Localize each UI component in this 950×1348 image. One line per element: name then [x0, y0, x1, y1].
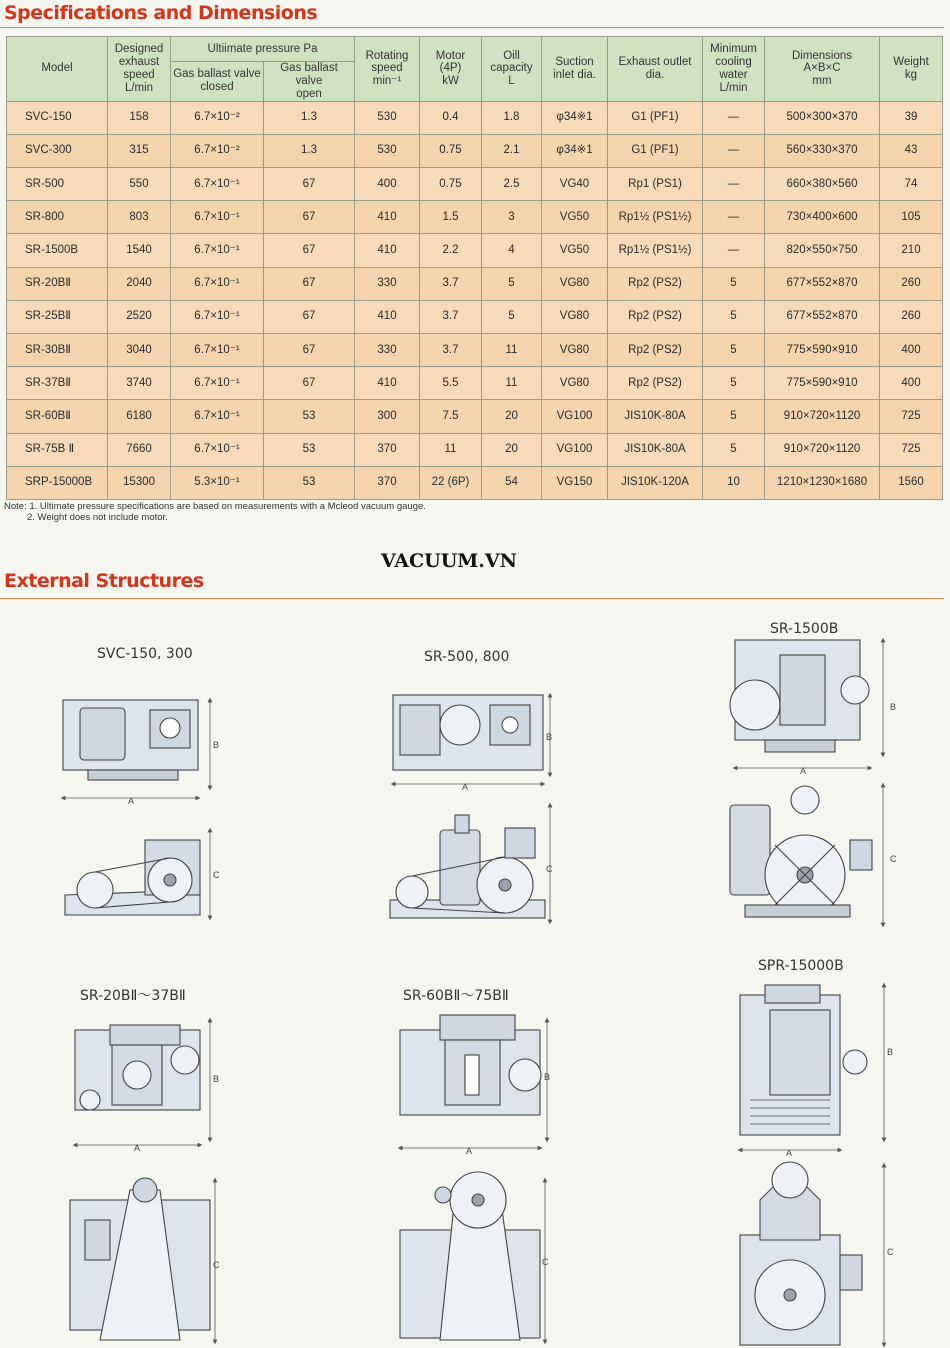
cell-speed: 2520 [108, 300, 171, 333]
cell-model: SR-60BⅡ [7, 400, 108, 433]
cell-speed: 15300 [108, 466, 171, 499]
cell-rot: 410 [355, 201, 420, 234]
table-row [7, 466, 943, 499]
section-title-external: External Structures [4, 570, 204, 592]
dim-c-spr15000b: C [887, 1247, 894, 1257]
svc-side-view [65, 840, 200, 915]
header-oil-capacity: Oill capacity L [482, 37, 542, 102]
cell-model: SRP-15000B [7, 466, 108, 499]
cell-model: SR-500 [7, 168, 108, 201]
cell-suction: VG80 [542, 267, 608, 300]
drawing-label-sr60b: SR-60BⅡ～75BⅡ [403, 988, 509, 1004]
dim-c-sr500: C [546, 864, 553, 874]
table-row [7, 201, 943, 234]
cell-cooling: — [703, 201, 765, 234]
cell-oil: 20 [482, 400, 542, 433]
cell-weight: 725 [880, 433, 943, 466]
header-exhaust: Exhaust outlet dia. [608, 37, 703, 102]
cell-model: SR-37BⅡ [7, 367, 108, 400]
dim-a-svc: A [128, 796, 135, 806]
table-row [7, 134, 943, 167]
dim-c-sr60b: C [542, 1257, 549, 1267]
cell-open: 67 [264, 267, 355, 300]
cell-open: 1.3 [264, 101, 355, 134]
cell-dims: 560×330×370 [765, 134, 880, 167]
cell-suction: VG100 [542, 400, 608, 433]
cell-cooling: 5 [703, 433, 765, 466]
external-structure-drawings [0, 600, 950, 1348]
cell-exhaust: Rp2 (PS2) [608, 300, 703, 333]
cell-closed: 6.7×10⁻¹ [171, 433, 264, 466]
cell-exhaust: Rp2 (PS2) [608, 367, 703, 400]
table-row [7, 267, 943, 300]
cell-closed: 6.7×10⁻¹ [171, 367, 264, 400]
cell-open: 67 [264, 168, 355, 201]
cell-exhaust: G1 (PF1) [608, 101, 703, 134]
cell-weight: 260 [880, 300, 943, 333]
header-speed: Designed exhaust speed L/min [108, 37, 171, 102]
cell-suction: φ34※1 [542, 101, 608, 134]
cell-exhaust: G1 (PF1) [608, 134, 703, 167]
header-rotating-speed: Rotating speed min⁻¹ [355, 37, 420, 102]
cell-exhaust: Rp1½ (PS1½) [608, 234, 703, 267]
cell-open: 67 [264, 234, 355, 267]
cell-weight: 210 [880, 234, 943, 267]
cell-open: 67 [264, 333, 355, 366]
cell-oil: 4 [482, 234, 542, 267]
dim-c-sr1500b: C [890, 854, 897, 864]
cell-oil: 54 [482, 466, 542, 499]
cell-cooling: 5 [703, 367, 765, 400]
cell-cooling: — [703, 134, 765, 167]
cell-closed: 6.7×10⁻² [171, 134, 264, 167]
cell-speed: 158 [108, 101, 171, 134]
cell-suction: VG100 [542, 433, 608, 466]
cell-model: SR-1500B [7, 234, 108, 267]
section-title-specifications: Specifications and Dimensions [4, 2, 318, 24]
dim-a-sr20b: A [134, 1143, 141, 1153]
dim-b-spr15000b: B [887, 1047, 894, 1057]
cell-open: 67 [264, 201, 355, 234]
drawing-label-sr1500b: SR-1500B [770, 621, 839, 637]
note-1: Note: 1. Ultimate pressure specifications are based on measurements with a Mcleod vacuum gauge. [4, 501, 426, 512]
dim-a-sr500: A [462, 782, 469, 792]
cell-cooling: 5 [703, 267, 765, 300]
cell-weight: 43 [880, 134, 943, 167]
sr60b-top-view [400, 1015, 541, 1115]
cell-dims: 500×300×370 [765, 101, 880, 134]
cell-rot: 410 [355, 300, 420, 333]
table-row [7, 300, 943, 333]
header-motor: Motor (4P) kW [420, 37, 482, 102]
cell-dims: 910×720×1120 [765, 400, 880, 433]
cell-speed: 550 [108, 168, 171, 201]
cell-cooling: 10 [703, 466, 765, 499]
spec-table [6, 36, 943, 500]
cell-exhaust: Rp2 (PS2) [608, 267, 703, 300]
note-2: 2. Weight does not include motor. [27, 512, 168, 523]
cell-oil: 2.1 [482, 134, 542, 167]
cell-oil: 5 [482, 300, 542, 333]
cell-oil: 20 [482, 433, 542, 466]
cell-cooling: — [703, 234, 765, 267]
sr1500b-top-view [730, 640, 869, 752]
cell-weight: 725 [880, 400, 943, 433]
dim-c-svc: C [213, 870, 220, 880]
cell-closed: 6.7×10⁻¹ [171, 168, 264, 201]
cell-closed: 6.7×10⁻¹ [171, 300, 264, 333]
header-model: Model [7, 37, 108, 102]
cell-model: SR-800 [7, 201, 108, 234]
dim-b-sr20b: B [213, 1074, 220, 1084]
cell-rot: 530 [355, 134, 420, 167]
cell-rot: 400 [355, 168, 420, 201]
cell-model: SR-25BⅡ [7, 300, 108, 333]
cell-closed: 6.7×10⁻¹ [171, 267, 264, 300]
sr60b-side-view [400, 1172, 540, 1340]
drawing-label-sr500: SR-500, 800 [424, 649, 510, 665]
cell-suction: VG50 [542, 201, 608, 234]
header-weight: Weight kg [880, 37, 943, 102]
cell-motor: 3.7 [420, 300, 482, 333]
cell-motor: 0.4 [420, 101, 482, 134]
dim-a-sr60b: A [466, 1146, 473, 1156]
cell-rot: 300 [355, 400, 420, 433]
table-row [7, 367, 943, 400]
cell-dims: 820×550×750 [765, 234, 880, 267]
dim-b-sr60b: B [544, 1072, 551, 1082]
cell-model: SVC-150 [7, 101, 108, 134]
cell-motor: 11 [420, 433, 482, 466]
cell-exhaust: JIS10K-80A [608, 433, 703, 466]
dim-a-spr15000b: A [786, 1148, 793, 1158]
cell-weight: 400 [880, 333, 943, 366]
cell-weight: 105 [880, 201, 943, 234]
cell-dims: 1210×1230×1680 [765, 466, 880, 499]
cell-weight: 74 [880, 168, 943, 201]
dim-a-sr1500b: A [800, 766, 807, 776]
cell-rot: 370 [355, 466, 420, 499]
header-valve-closed: Gas ballast valve closed [171, 62, 264, 102]
cell-model: SR-20BⅡ [7, 267, 108, 300]
cell-motor: 22 (6P) [420, 466, 482, 499]
cell-cooling: — [703, 168, 765, 201]
cell-weight: 260 [880, 267, 943, 300]
cell-speed: 3740 [108, 367, 171, 400]
sr500-top-view [393, 695, 543, 770]
cell-oil: 1.8 [482, 101, 542, 134]
header-valve-open: Gas ballast valve open [264, 62, 355, 102]
table-row [7, 101, 943, 134]
cell-rot: 410 [355, 367, 420, 400]
cell-closed: 5.3×10⁻¹ [171, 466, 264, 499]
cell-rot: 410 [355, 234, 420, 267]
cell-closed: 6.7×10⁻¹ [171, 234, 264, 267]
section-rule [0, 27, 944, 28]
cell-oil: 3 [482, 201, 542, 234]
dim-b-sr1500b: B [890, 702, 897, 712]
cell-suction: VG50 [542, 234, 608, 267]
cell-speed: 7660 [108, 433, 171, 466]
cell-motor: 1.5 [420, 201, 482, 234]
cell-motor: 3.7 [420, 267, 482, 300]
cell-cooling: 5 [703, 400, 765, 433]
cell-rot: 530 [355, 101, 420, 134]
cell-oil: 11 [482, 333, 542, 366]
cell-dims: 910×720×1120 [765, 433, 880, 466]
cell-weight: 400 [880, 367, 943, 400]
cell-speed: 1540 [108, 234, 171, 267]
dim-b-svc: B [213, 740, 220, 750]
cell-dims: 730×400×600 [765, 201, 880, 234]
cell-motor: 3.7 [420, 333, 482, 366]
cell-motor: 7.5 [420, 400, 482, 433]
sr20b-side-view [70, 1178, 210, 1340]
header-dimensions: Dimensions A×B×C mm [765, 37, 880, 102]
cell-dims: 775×590×910 [765, 333, 880, 366]
cell-oil: 2.5 [482, 168, 542, 201]
spr15000b-side-view [740, 1162, 862, 1345]
cell-oil: 5 [482, 267, 542, 300]
cell-suction: VG150 [542, 466, 608, 499]
table-row [7, 168, 943, 201]
cell-motor: 2.2 [420, 234, 482, 267]
cell-motor: 0.75 [420, 168, 482, 201]
cell-cooling: 5 [703, 333, 765, 366]
sr500-side-view [390, 815, 545, 918]
cell-rot: 330 [355, 267, 420, 300]
cell-closed: 6.7×10⁻¹ [171, 333, 264, 366]
cell-speed: 803 [108, 201, 171, 234]
sr20b-top-view [75, 1025, 200, 1110]
cell-closed: 6.7×10⁻² [171, 101, 264, 134]
cell-rot: 370 [355, 433, 420, 466]
section-rule [0, 598, 944, 599]
cell-dims: 660×380×560 [765, 168, 880, 201]
cell-model: SR-30BⅡ [7, 333, 108, 366]
cell-suction: VG80 [542, 367, 608, 400]
header-suction: Suction inlet dia. [542, 37, 608, 102]
cell-suction: VG80 [542, 333, 608, 366]
cell-exhaust: JIS10K-80A [608, 400, 703, 433]
cell-oil: 11 [482, 367, 542, 400]
cell-weight: 1560 [880, 466, 943, 499]
cell-suction: VG40 [542, 168, 608, 201]
table-row [7, 333, 943, 366]
cell-exhaust: Rp1 (PS1) [608, 168, 703, 201]
cell-speed: 6180 [108, 400, 171, 433]
cell-exhaust: Rp2 (PS2) [608, 333, 703, 366]
drawing-label-sr20b: SR-20BⅡ～37BⅡ [80, 988, 186, 1004]
cell-dims: 677×552×870 [765, 267, 880, 300]
cell-exhaust: Rp1½ (PS1½) [608, 201, 703, 234]
table-row [7, 400, 943, 433]
cell-dims: 677×552×870 [765, 300, 880, 333]
cell-open: 53 [264, 400, 355, 433]
brand-watermark: VACUUM.VN [381, 550, 518, 572]
table-row [7, 234, 943, 267]
cell-rot: 330 [355, 333, 420, 366]
cell-speed: 315 [108, 134, 171, 167]
cell-open: 53 [264, 433, 355, 466]
cell-closed: 6.7×10⁻¹ [171, 201, 264, 234]
dim-c-sr20b: C [213, 1260, 220, 1270]
cell-suction: φ34※1 [542, 134, 608, 167]
cell-model: SVC-300 [7, 134, 108, 167]
dim-b-sr500: B [546, 732, 553, 742]
cell-speed: 2040 [108, 267, 171, 300]
cell-motor: 0.75 [420, 134, 482, 167]
spr15000b-top-view [740, 985, 867, 1135]
drawing-label-spr15000b: SPR-15000B [758, 958, 844, 974]
table-row [7, 433, 943, 466]
header-ultimate-pressure: Ultiimate pressure Pa [171, 37, 355, 62]
notes [4, 501, 426, 523]
cell-open: 67 [264, 367, 355, 400]
svc-top-view [63, 700, 198, 780]
cell-weight: 39 [880, 101, 943, 134]
cell-open: 53 [264, 466, 355, 499]
cell-exhaust: JIS10K-120A [608, 466, 703, 499]
drawing-label-svc: SVC-150, 300 [97, 646, 193, 662]
cell-closed: 6.7×10⁻¹ [171, 400, 264, 433]
cell-open: 67 [264, 300, 355, 333]
header-cooling: Minimum cooling water L/min [703, 37, 765, 102]
cell-motor: 5.5 [420, 367, 482, 400]
cell-dims: 775×590×910 [765, 367, 880, 400]
cell-cooling: — [703, 101, 765, 134]
cell-open: 1.3 [264, 134, 355, 167]
cell-speed: 3040 [108, 333, 171, 366]
sr1500b-side-view [730, 786, 872, 917]
cell-suction: VG80 [542, 300, 608, 333]
cell-model: SR-75B Ⅱ [7, 433, 108, 466]
cell-cooling: 5 [703, 300, 765, 333]
